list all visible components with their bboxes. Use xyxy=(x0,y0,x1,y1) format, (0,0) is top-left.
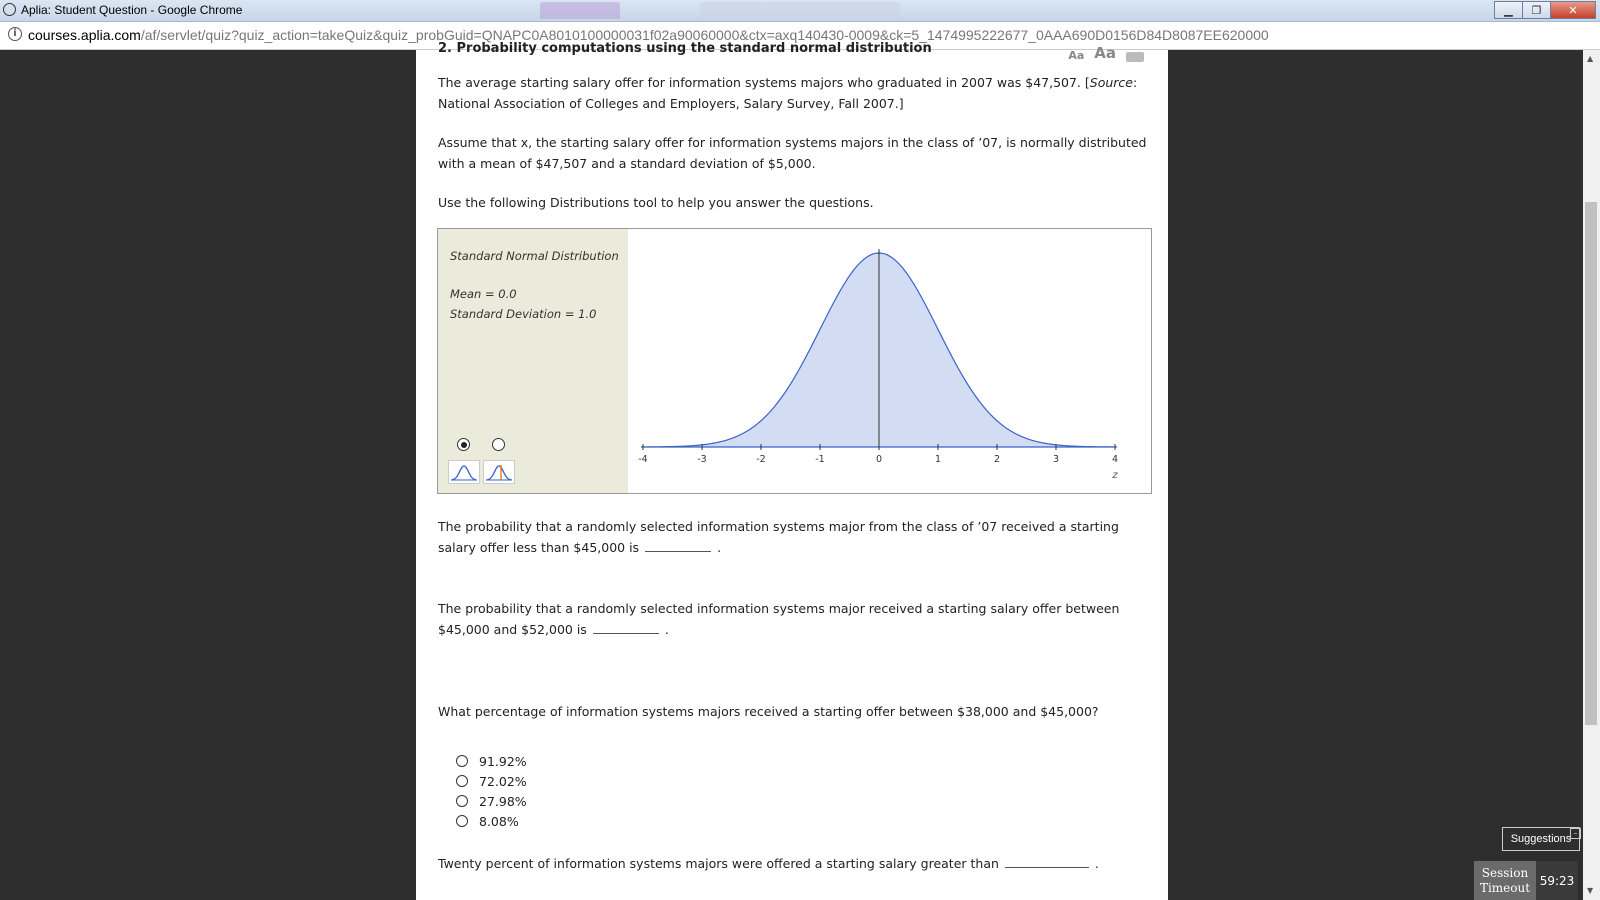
minimize-window-button[interactable]: ▁ xyxy=(1494,1,1523,19)
distributions-tool xyxy=(437,228,1152,494)
normal-curve-icon[interactable] xyxy=(448,460,480,484)
question-4-answer-input[interactable] xyxy=(1005,855,1089,868)
mean-label: Mean = 0.0 xyxy=(450,287,517,301)
question-2 xyxy=(438,599,1150,640)
distribution-title: Standard Normal Distribution xyxy=(450,249,619,263)
x-tick-label: -1 xyxy=(815,454,825,465)
question-4 xyxy=(438,854,1150,875)
close-window-button[interactable]: ✕ xyxy=(1550,1,1596,19)
print-icon[interactable] xyxy=(1126,52,1144,62)
radio-button[interactable] xyxy=(456,795,468,807)
session-timeout-label xyxy=(1474,861,1536,900)
window-titlebar xyxy=(0,0,1600,22)
intro-text: The average starting salary offer for information systems majors who graduated in 2007 was $47,507. [ xyxy=(438,75,1090,90)
option-label: 91.92% xyxy=(479,753,527,769)
scrollbar-thumb[interactable] xyxy=(1585,202,1597,725)
x-tick-label: -4 xyxy=(638,454,648,465)
option-label: 27.98% xyxy=(479,793,527,809)
info-icon[interactable]: i xyxy=(8,27,22,41)
suggestions-minimize-icon[interactable]: – xyxy=(1570,828,1581,839)
decrease-text-size-button[interactable]: Aa xyxy=(1068,49,1085,62)
radio-button[interactable] xyxy=(456,775,468,787)
x-tick-label: 1 xyxy=(934,454,942,465)
normal-distribution-chart[interactable] xyxy=(628,229,1151,493)
scroll-up-arrow-icon[interactable]: ▲ xyxy=(1587,54,1594,63)
intro-paragraph-3: Use the following Distributions tool to help you answer the questions. xyxy=(438,195,874,210)
x-tick-label: -3 xyxy=(697,454,707,465)
session-label-line: Timeout xyxy=(1479,881,1531,895)
restore-window-button[interactable]: ❐ xyxy=(1522,1,1551,19)
question-4-end: . xyxy=(1094,856,1099,871)
scroll-down-arrow-icon[interactable]: ▼ xyxy=(1587,886,1594,895)
source-label: Source xyxy=(1089,75,1133,90)
x-axis-label: z xyxy=(1112,470,1118,481)
tool-info-panel xyxy=(438,229,628,493)
question-1-text: The probability that a randomly selected information systems major from the class of ’07 received a starting salary offer less than $45,000 is xyxy=(438,519,1119,555)
question-4-text: Twenty percent of information systems majors were offered a starting salary greater than xyxy=(438,856,999,871)
url-path: /af/servlet/quiz?quiz_action=takeQuiz&quiz_probGuid=QNAPC0A8010100000031f02a90060000&ctx=axq140430-0009&ck=5_1474995222677_0AAA690D0156D84D8087EE620000 xyxy=(140,27,1269,43)
session-timer: 59:23 xyxy=(1536,861,1578,900)
background-tab[interactable] xyxy=(540,2,620,19)
sd-label: Standard Deviation = 1.0 xyxy=(450,307,597,321)
one-tail-mode-radio[interactable] xyxy=(457,438,470,451)
question-1-end: . xyxy=(717,539,722,555)
x-tick-label: 0 xyxy=(875,454,883,465)
question-1-answer-input[interactable] xyxy=(645,539,711,552)
session-timeout-widget xyxy=(1474,861,1578,900)
x-tick-label: -2 xyxy=(756,454,766,465)
question-heading: 2. Probability computations using the standard normal distribution xyxy=(438,41,932,56)
session-label-line: Session xyxy=(1481,866,1529,880)
question-1 xyxy=(438,517,1150,558)
window-controls xyxy=(1495,1,1596,19)
chrome-logo-icon xyxy=(3,3,16,16)
background-tab[interactable] xyxy=(700,2,900,19)
question-2-end: . xyxy=(664,621,669,637)
increase-text-size-button[interactable]: Aa xyxy=(1094,44,1116,62)
option-label: 72.02% xyxy=(479,773,527,789)
intro-paragraph-2: Assume that x, the starting salary offer for information systems majors in the class of ’07, is normally distributed with a mean of $47,507 and a standard deviation of $5,000. xyxy=(438,135,1147,171)
question-2-answer-input[interactable] xyxy=(593,621,659,634)
x-tick-label: 3 xyxy=(1052,454,1060,465)
x-tick-label: 4 xyxy=(1111,454,1119,465)
x-tick-label: 2 xyxy=(993,454,1001,465)
text-size-controls xyxy=(1068,44,1144,62)
normal-curve-cutoff-icon[interactable] xyxy=(483,460,515,484)
radio-button[interactable] xyxy=(456,755,468,767)
two-tail-mode-radio[interactable] xyxy=(492,438,505,451)
question-3-option[interactable] xyxy=(456,811,527,831)
radio-button[interactable] xyxy=(456,815,468,827)
question-3-option[interactable] xyxy=(456,771,527,791)
question-2-text: The probability that a randomly selected information systems major received a starting salary offer between $45,000 and $52,000 is xyxy=(438,601,1120,637)
page-scrollbar[interactable] xyxy=(1583,50,1600,900)
option-label: 8.08% xyxy=(479,813,519,829)
question-3-options xyxy=(456,751,527,831)
intro-paragraph-1 xyxy=(438,73,1150,114)
url-host: courses.aplia.com xyxy=(28,27,141,43)
question-3-text: What percentage of information systems majors received a starting offer between $38,000 and $45,000? xyxy=(438,704,1099,719)
question-panel xyxy=(416,41,1168,900)
suggestions-button[interactable]: Suggestions xyxy=(1502,827,1580,851)
question-3-option[interactable] xyxy=(456,751,527,771)
intro-text: : National Association of Colleges and Employers, Salary Survey, Fall 2007.] xyxy=(438,75,1138,111)
window-title: Aplia: Student Question - Google Chrome xyxy=(21,3,243,17)
question-3-option[interactable] xyxy=(456,791,527,811)
